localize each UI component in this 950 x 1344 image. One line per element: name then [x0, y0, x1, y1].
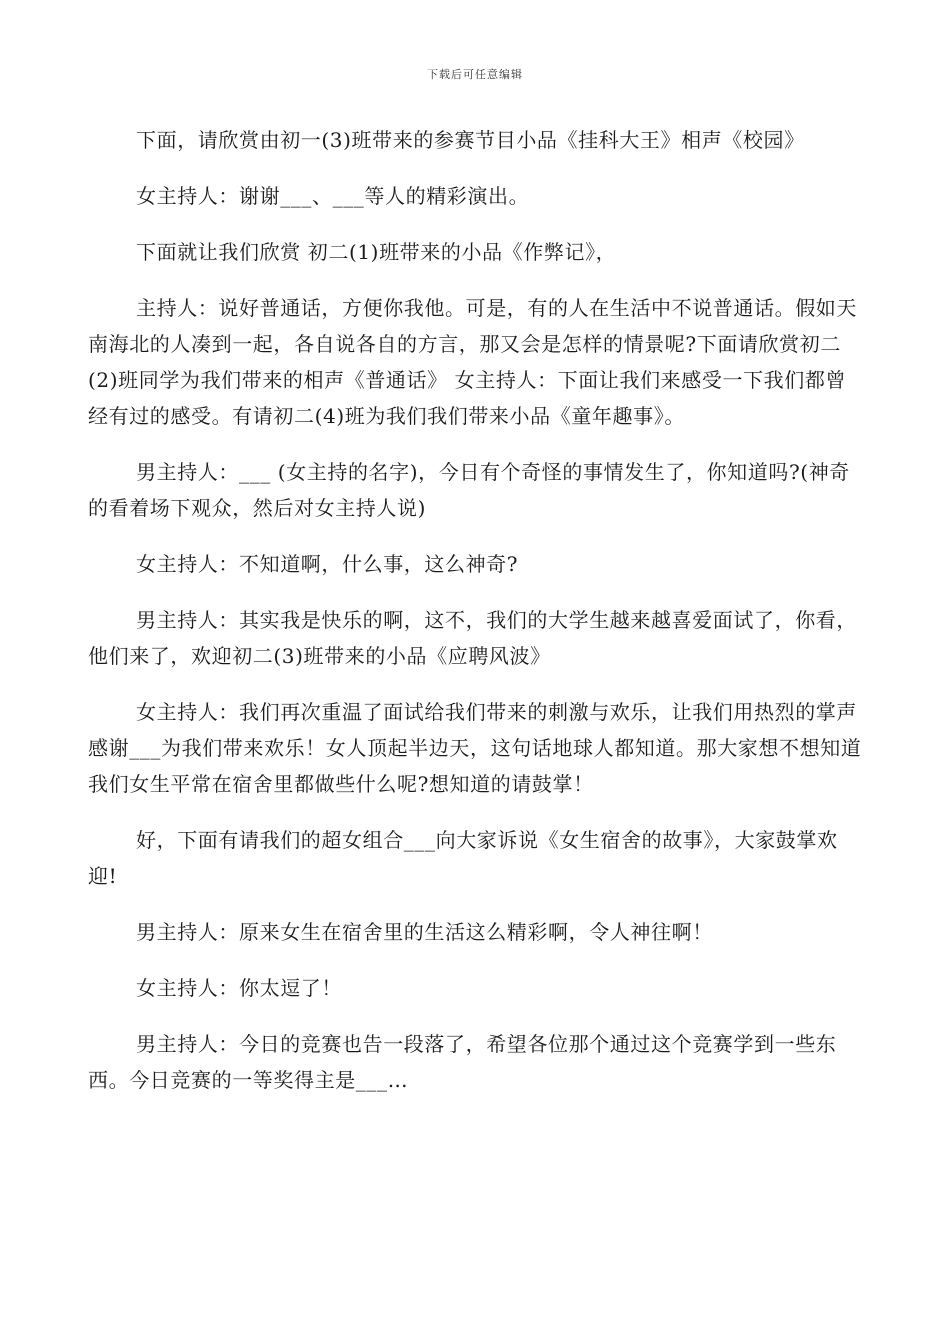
paragraph: 下面，请欣赏由初一(3)班带来的参赛节目小品《挂科大王》相声《校园》: [136, 128, 805, 152]
paragraph: 男主持人：原来女生在宿舍里的生活这么精彩啊，令人神往啊！: [136, 920, 713, 944]
paragraph: 男主持人：今日的竞赛也告一段落了，希望各位那个通过这个竞赛学到一些东西。今日竞赛的一等奖得主是___…: [88, 1032, 837, 1092]
paragraph: 女主持人：谢谢___、___等人的精彩演出。: [136, 184, 530, 208]
paragraph: 男主持人：___ (女主持的名字)，今日有个奇怪的事情发生了，你知道吗?(神奇的看着场下观众，然后对女主持人说): [88, 460, 850, 520]
page-header: 下载后可任意编辑: [427, 68, 523, 81]
paragraph: 女主持人：你太逗了！: [136, 976, 342, 1000]
paragraph: 女主持人：不知道啊，什么事，这么神奇?: [136, 552, 519, 576]
paragraph: 下面就让我们欣赏 初二(1)班带来的小品《作弊记》，: [136, 240, 617, 264]
paragraph: 男主持人：其实我是快乐的啊，这不，我们的大学生越来越喜爱面试了，你看，他们来了，欢迎初二(3)班带来的小品《应聘风波》: [88, 608, 857, 668]
paragraph: 主持人：说好普通话，方便你我他。可是，有的人在生活中不说普通话。假如天南海北的人凑到一起，各自说各自的方言，那又会是怎样的情景呢?下面请欣赏初二(2)班同学为我们带来的相声《普通话》 女主持人：下面让我们来感受一下我们都曾经有过的感受。有请初二(4)班为我们我们带来小品《童年趣事》。: [88, 296, 857, 428]
paragraph: 女主持人：我们再次重温了面试给我们带来的刺激与欢乐，让我们用热烈的掌声感谢___为我们带来欢乐！女人顶起半边天，这句话地球人都知道。那大家想不想知道我们女生平常在宿舍里都做些什么呢?想知道的请鼓掌！: [88, 700, 862, 796]
paragraph: 好，下面有请我们的超女组合___向大家诉说《女生宿舍的故事》，大家鼓掌欢迎!: [88, 828, 838, 888]
document-body: [88, 122, 864, 1118]
